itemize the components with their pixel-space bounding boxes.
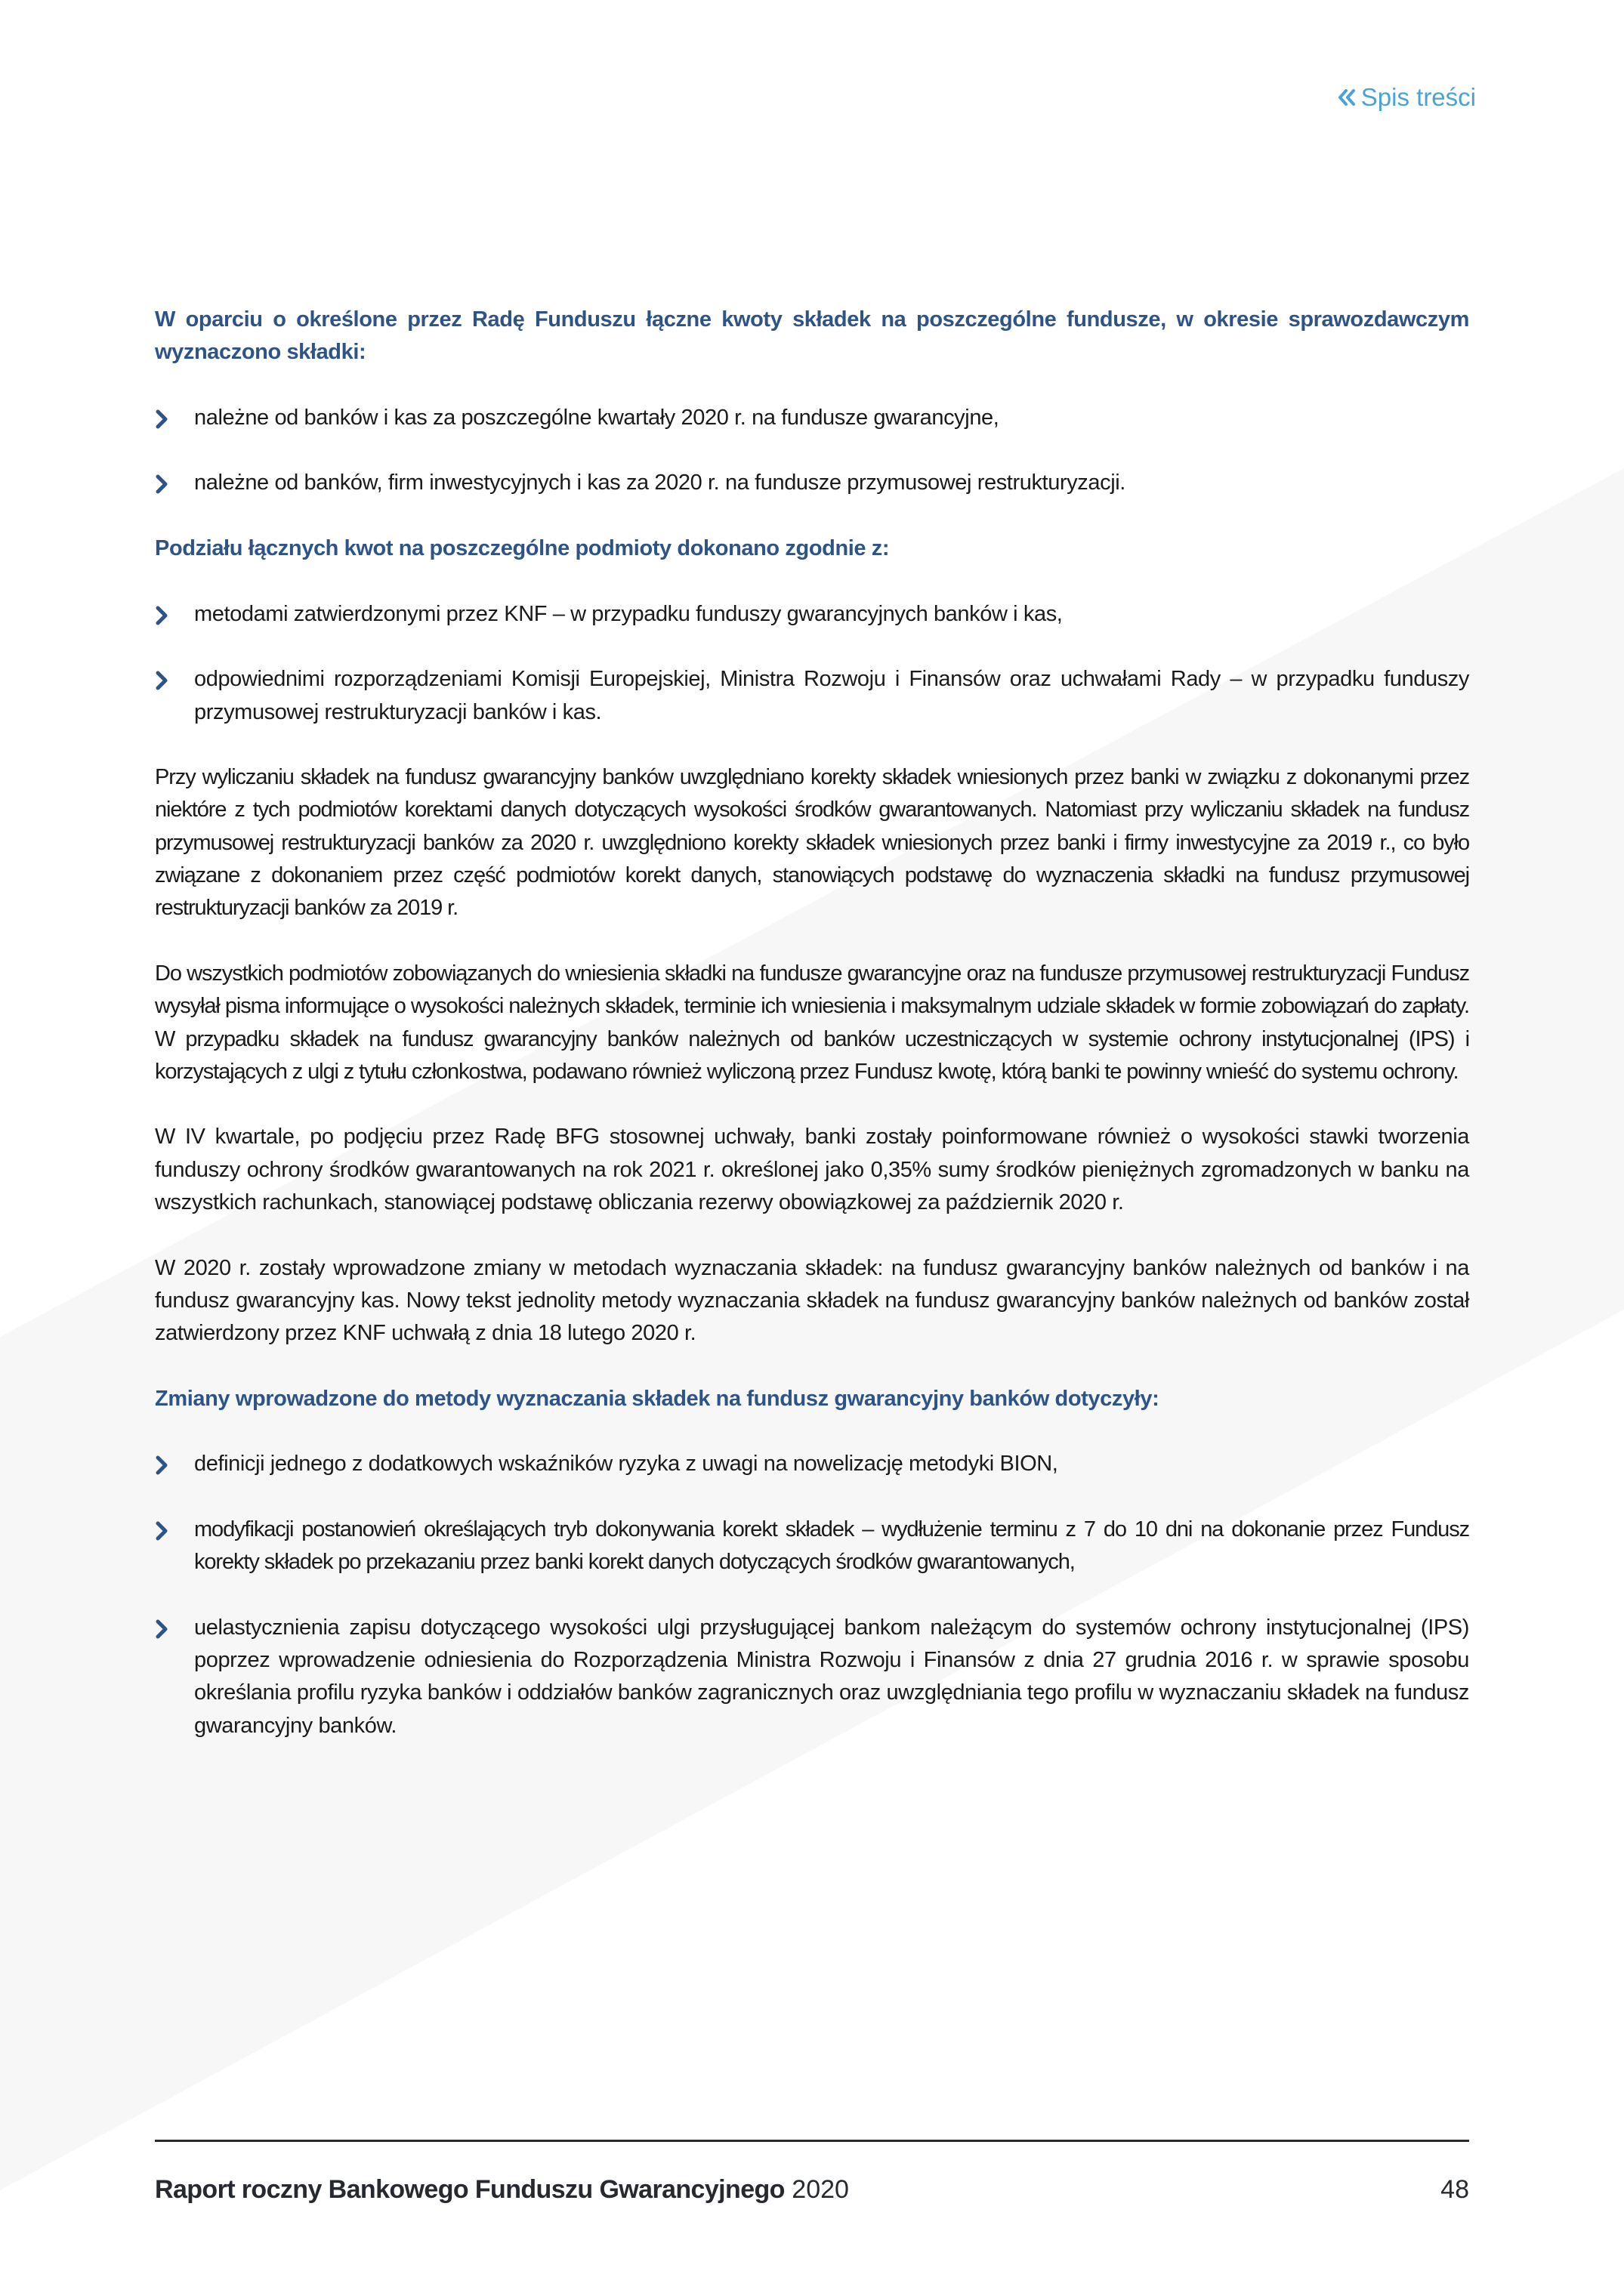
chevron-right-icon — [155, 1520, 168, 1541]
list-item-text: należne od banków, firm inwestycyjnych i kas za 2020 r. na fundusze przymusowej restrukturyzacji. — [194, 471, 1125, 495]
list-item-text: odpowiednimi rozporządzeniami Komisji Europejskiej, Ministra Rozwoju i Finansów oraz uchwałami Rady – w przypadku funduszy przymusowej restrukturyzacji banków i kas. — [194, 667, 1469, 724]
footer-title-year: 2020 — [792, 2175, 849, 2204]
table-of-contents-link[interactable] — [1337, 83, 1476, 112]
chevron-right-icon — [155, 409, 168, 430]
chevron-right-icon — [155, 1455, 168, 1476]
list-item — [155, 598, 1469, 631]
paragraph: Do wszystkich podmiotów zobowiązanych do wniesienia składki na fundusze gwarancyjne oraz na fundusze przymusowej restrukturyzacji Fundusz wysyłał pisma informujące o wysokości należnych składek, terminie ich wniesienia i maksymalnym udziale składek w formie zobowiązań do zapłaty. W przypadku składek na fundusz gwarancyjny banków należnych od banków uczestniczących w systemie ochrony instytucjonalnej (IPS) i korzystających z ulgi z tytułu członkostwa, podawano również wyliczoną przez Fundusz kwotę, którą banki te powinny wnieść do systemu ochrony. — [155, 961, 1469, 1084]
toc-link-label: Spis treści — [1360, 83, 1476, 111]
footer-report-title — [155, 2175, 849, 2205]
list-item — [155, 1514, 1469, 1579]
chevron-right-icon — [155, 1619, 168, 1640]
list-item — [155, 467, 1469, 499]
section-heading-1: W oparciu o określone przez Radę Funduszu łączne kwoty składek na poszczególne fundusze, w okresie sprawozdawczym wyznaczono składki: — [155, 307, 1469, 365]
list-item — [155, 1448, 1469, 1480]
list-item-text: metodami zatwierdzonymi przez KNF – w przypadku funduszy gwarancyjnych banków i kas, — [194, 601, 1063, 626]
list-item — [155, 1612, 1469, 1742]
main-content — [155, 304, 1469, 1742]
paragraph: W IV kwartale, po podjęciu przez Radę BFG stosownej uchwały, banki zostały poinformowane również o wysokości stawki tworzenia funduszy ochrony środków gwarantowanych na rok 2021 r. określonej jako 0,35% sumy środków pieniężnych zgromadzonych w banku na wszystkich rachunkach, stanowiącej podstawę obliczania rezerwy obowiązkowej za październik 2020 r. — [155, 1125, 1469, 1215]
list-item-text: należne od banków i kas za poszczególne kwartały 2020 r. na fundusze gwarancyjne, — [194, 405, 999, 430]
page-number: 48 — [1440, 2175, 1469, 2204]
section-heading-2: Podziału łącznych kwot na poszczególne podmioty dokonano zgodnie z: — [155, 536, 890, 561]
list-item — [155, 402, 1469, 434]
paragraph: Przy wyliczaniu składek na fundusz gwarancyjny banków uwzględniano korekty składek wniesionych przez banki w związku z dokonanymi przez niektóre z tych podmiotów korektami danych dotyczących wysokości środków gwarantowanych. Natomiast przy wyliczaniu składek na fundusz przymusowej restrukturyzacji banków za 2020 r. uwzględniono korekty składek wniesionych przez banki i firmy inwestycyjne za 2019 r., co było związane z dokonaniem przez część podmiotów korekt danych, stanowiących podstawę do wyznaczenia składki na fundusz przymusowej restrukturyzacji banków za 2019 r. — [155, 765, 1469, 921]
list-item-text: uelastycznienia zapisu dotyczącego wysokości ulgi przysługującej bankom należącym do systemów ochrony instytucjonalnej (IPS) poprzez wprowadzenie odniesienia do Rozporządzenia Ministra Rozwoju i Finansów z dnia 27 grudnia 2016 r. w sprawie sposobu określania profilu ryzyka banków i oddziałów banków zagranicznych oraz uwzględniania tego profilu w wyznaczaniu składek na fundusz gwarancyjny banków. — [194, 1615, 1469, 1738]
footer-title-bold: Raport roczny Bankowego Funduszu Gwarancyjnego — [155, 2175, 785, 2204]
section-heading-3: Zmiany wprowadzone do metody wyznaczania składek na fundusz gwarancyjny banków dotyczyły: — [155, 1386, 1159, 1411]
list-item-text: definicji jednego z dodatkowych wskaźników ryzyka z uwagi na nowelizację metodyki BION, — [194, 1452, 1058, 1477]
list-item — [155, 663, 1469, 729]
chevron-right-icon — [155, 474, 168, 495]
chevron-right-icon — [155, 670, 168, 691]
footer-divider — [155, 2140, 1469, 2142]
double-chevron-left-icon — [1337, 88, 1357, 107]
chevron-right-icon — [155, 605, 168, 626]
paragraph: W 2020 r. zostały wprowadzone zmiany w metodach wyznaczania składek: na fundusz gwarancyjny banków należnych od banków i na fundusz gwarancyjny kas. Nowy tekst jednolity metody wyznaczania składek na fundusz gwarancyjny banków należnych od banków został zatwierdzony przez KNF uchwałą z dnia 18 lutego 2020 r. — [155, 1255, 1469, 1346]
list-item-text: modyfikacji postanowień określających tryb dokonywania korekt składek – wydłużenie terminu z 7 do 10 dni na dokonanie przez Fundusz korekty składek po przekazaniu przez banki korekt danych dotyczących środków gwarantowanych, — [194, 1517, 1469, 1575]
